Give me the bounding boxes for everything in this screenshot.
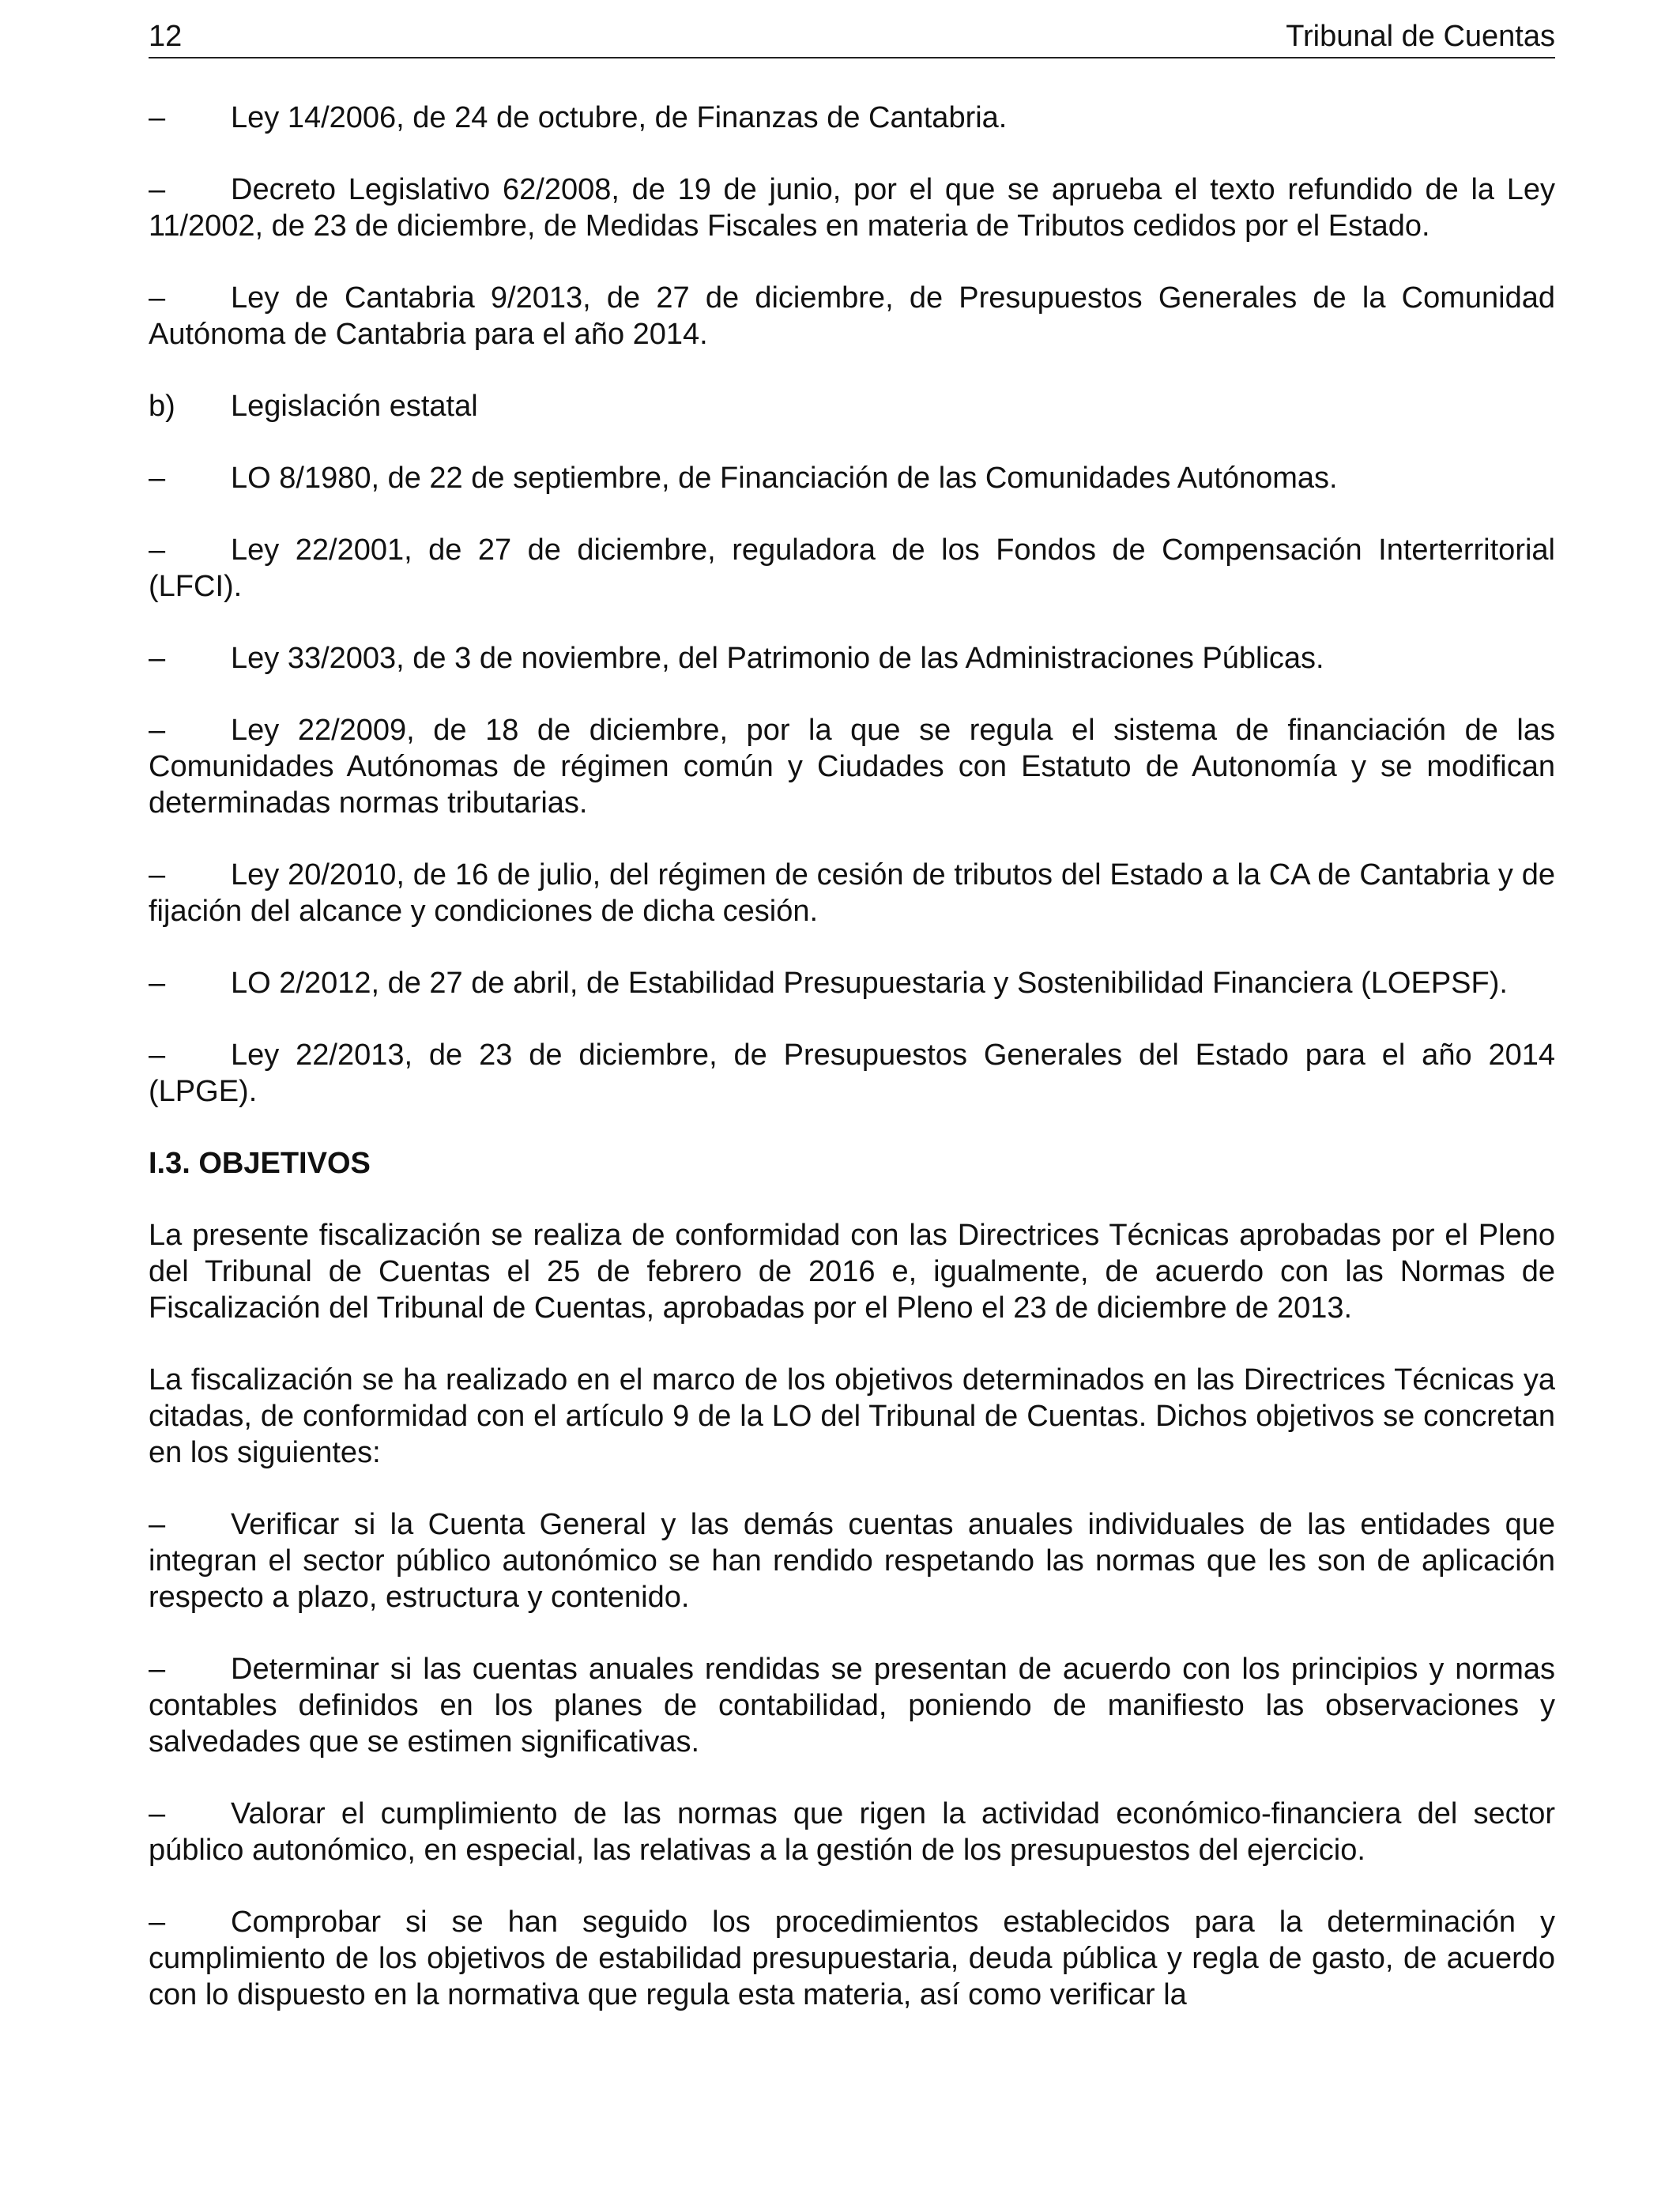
section-b-label: b) <box>149 390 175 423</box>
list-item-text: Ley 20/2010, de 16 de julio, del régimen de cesión de tributos del Estado a la CA de Cantabria y de fijación del alcance y condiciones de dicha cesión. <box>149 858 1555 928</box>
dash-bullet: – <box>149 1797 166 1830</box>
list-item-text: LO 8/1980, de 22 de septiembre, de Financiación de las Comunidades Autónomas. <box>231 462 1338 495</box>
dash-bullet: – <box>149 101 166 134</box>
list-item <box>149 857 1555 929</box>
list-item <box>149 460 1555 496</box>
dash-bullet: – <box>149 1653 166 1686</box>
dash-bullet: – <box>149 1906 166 1939</box>
section-b-title <box>149 388 1555 424</box>
objective-item-text: Verificar si la Cuenta General y las demás cuentas anuales individuales de las entidades que integran el sector público autonómico se han rendido respetando las normas que les son de aplicación respecto a plazo, estructura y contenido. <box>149 1508 1555 1614</box>
list-item <box>149 640 1555 677</box>
list-item-text: LO 2/2012, de 27 de abril, de Estabilidad Presupuestaria y Sostenibilidad Financiera (LOEPSF). <box>231 967 1508 1000</box>
list-item <box>149 100 1555 136</box>
list-item <box>149 1037 1555 1110</box>
section-b-text: Legislación estatal <box>231 390 478 423</box>
document-page <box>149 0 1555 2194</box>
dash-bullet: – <box>149 1039 166 1072</box>
running-title: Tribunal de Cuentas <box>1286 20 1555 53</box>
list-item-text: Decreto Legislativo 62/2008, de 19 de junio, por el que se aprueba el texto refundido de la Ley 11/2002, de 23 de diciembre, de Medidas Fiscales en materia de Tributos cedidos por el Estado. <box>149 173 1555 243</box>
dash-bullet: – <box>149 967 166 1000</box>
paragraph: La presente fiscalización se realiza de conformidad con las Directrices Técnicas aprobadas por el Pleno del Tribunal de Cuentas el 25 de febrero de 2016 e, igualmente, de acuerdo con las Normas de Fiscalización del Tribunal de Cuentas, aprobadas por el Pleno el 23 de diciembre de 2013. <box>149 1219 1555 1325</box>
list-item-text: Ley 14/2006, de 24 de octubre, de Finanzas de Cantabria. <box>231 101 1008 134</box>
objective-item-text: Determinar si las cuentas anuales rendidas se presentan de acuerdo con los principios y normas contables definidos en los planes de contabilidad, poniendo de manifiesto las observaciones y salvedades que se estimen significativas. <box>149 1653 1555 1759</box>
objective-item <box>149 1506 1555 1615</box>
page-content <box>149 100 1555 2013</box>
list-item <box>149 712 1555 821</box>
objective-item <box>149 1904 1555 2013</box>
dash-bullet: – <box>149 281 166 315</box>
dash-bullet: – <box>149 173 166 206</box>
list-item-text: Ley 22/2009, de 18 de diciembre, por la que se regula el sistema de financiación de las Comunidades Autónomas de régimen común y Ciudades con Estatuto de Autonomía y se modifican determinadas normas tributarias. <box>149 714 1555 820</box>
dash-bullet: – <box>149 462 166 495</box>
list-item <box>149 532 1555 605</box>
list-item <box>149 172 1555 244</box>
objective-item <box>149 1796 1555 1868</box>
list-item <box>149 965 1555 1001</box>
page-header <box>149 19 1555 58</box>
dash-bullet: – <box>149 858 166 892</box>
section-heading: I.3. OBJETIVOS <box>149 1147 371 1180</box>
paragraph: La fiscalización se ha realizado en el marco de los objetivos determinados en las Directrices Técnicas ya citadas, de conformidad con el artículo 9 de la LO del Tribunal de Cuentas. Dichos objetivos se concretan en los siguientes: <box>149 1363 1555 1469</box>
list-item-text: Ley 22/2013, de 23 de diciembre, de Presupuestos Generales del Estado para el año 2014 (LPGE). <box>149 1039 1555 1108</box>
dash-bullet: – <box>149 714 166 747</box>
objective-item-text: Comprobar si se han seguido los procedimientos establecidos para la determinación y cumplimiento de los objetivos de estabilidad presupuestaria, deuda pública y regla de gasto, de acuerdo con lo dispuesto en la normativa que regula esta materia, así como verificar la <box>149 1906 1555 2011</box>
objective-item-text: Valorar el cumplimiento de las normas que rigen la actividad económico-financiera del sector público autonómico, en especial, las relativas a la gestión de los presupuestos del ejercicio. <box>149 1797 1555 1867</box>
dash-bullet: – <box>149 642 166 675</box>
list-item <box>149 280 1555 352</box>
dash-bullet: – <box>149 1508 166 1541</box>
list-item-text: Ley 33/2003, de 3 de noviembre, del Patrimonio de las Administraciones Públicas. <box>231 642 1324 675</box>
list-item-text: Ley de Cantabria 9/2013, de 27 de diciembre, de Presupuestos Generales de la Comunidad Autónoma de Cantabria para el año 2014. <box>149 281 1555 351</box>
dash-bullet: – <box>149 533 166 567</box>
objective-item <box>149 1651 1555 1760</box>
page-number: 12 <box>149 20 183 53</box>
list-item-text: Ley 22/2001, de 27 de diciembre, reguladora de los Fondos de Compensación Interterritorial (LFCI). <box>149 533 1555 603</box>
